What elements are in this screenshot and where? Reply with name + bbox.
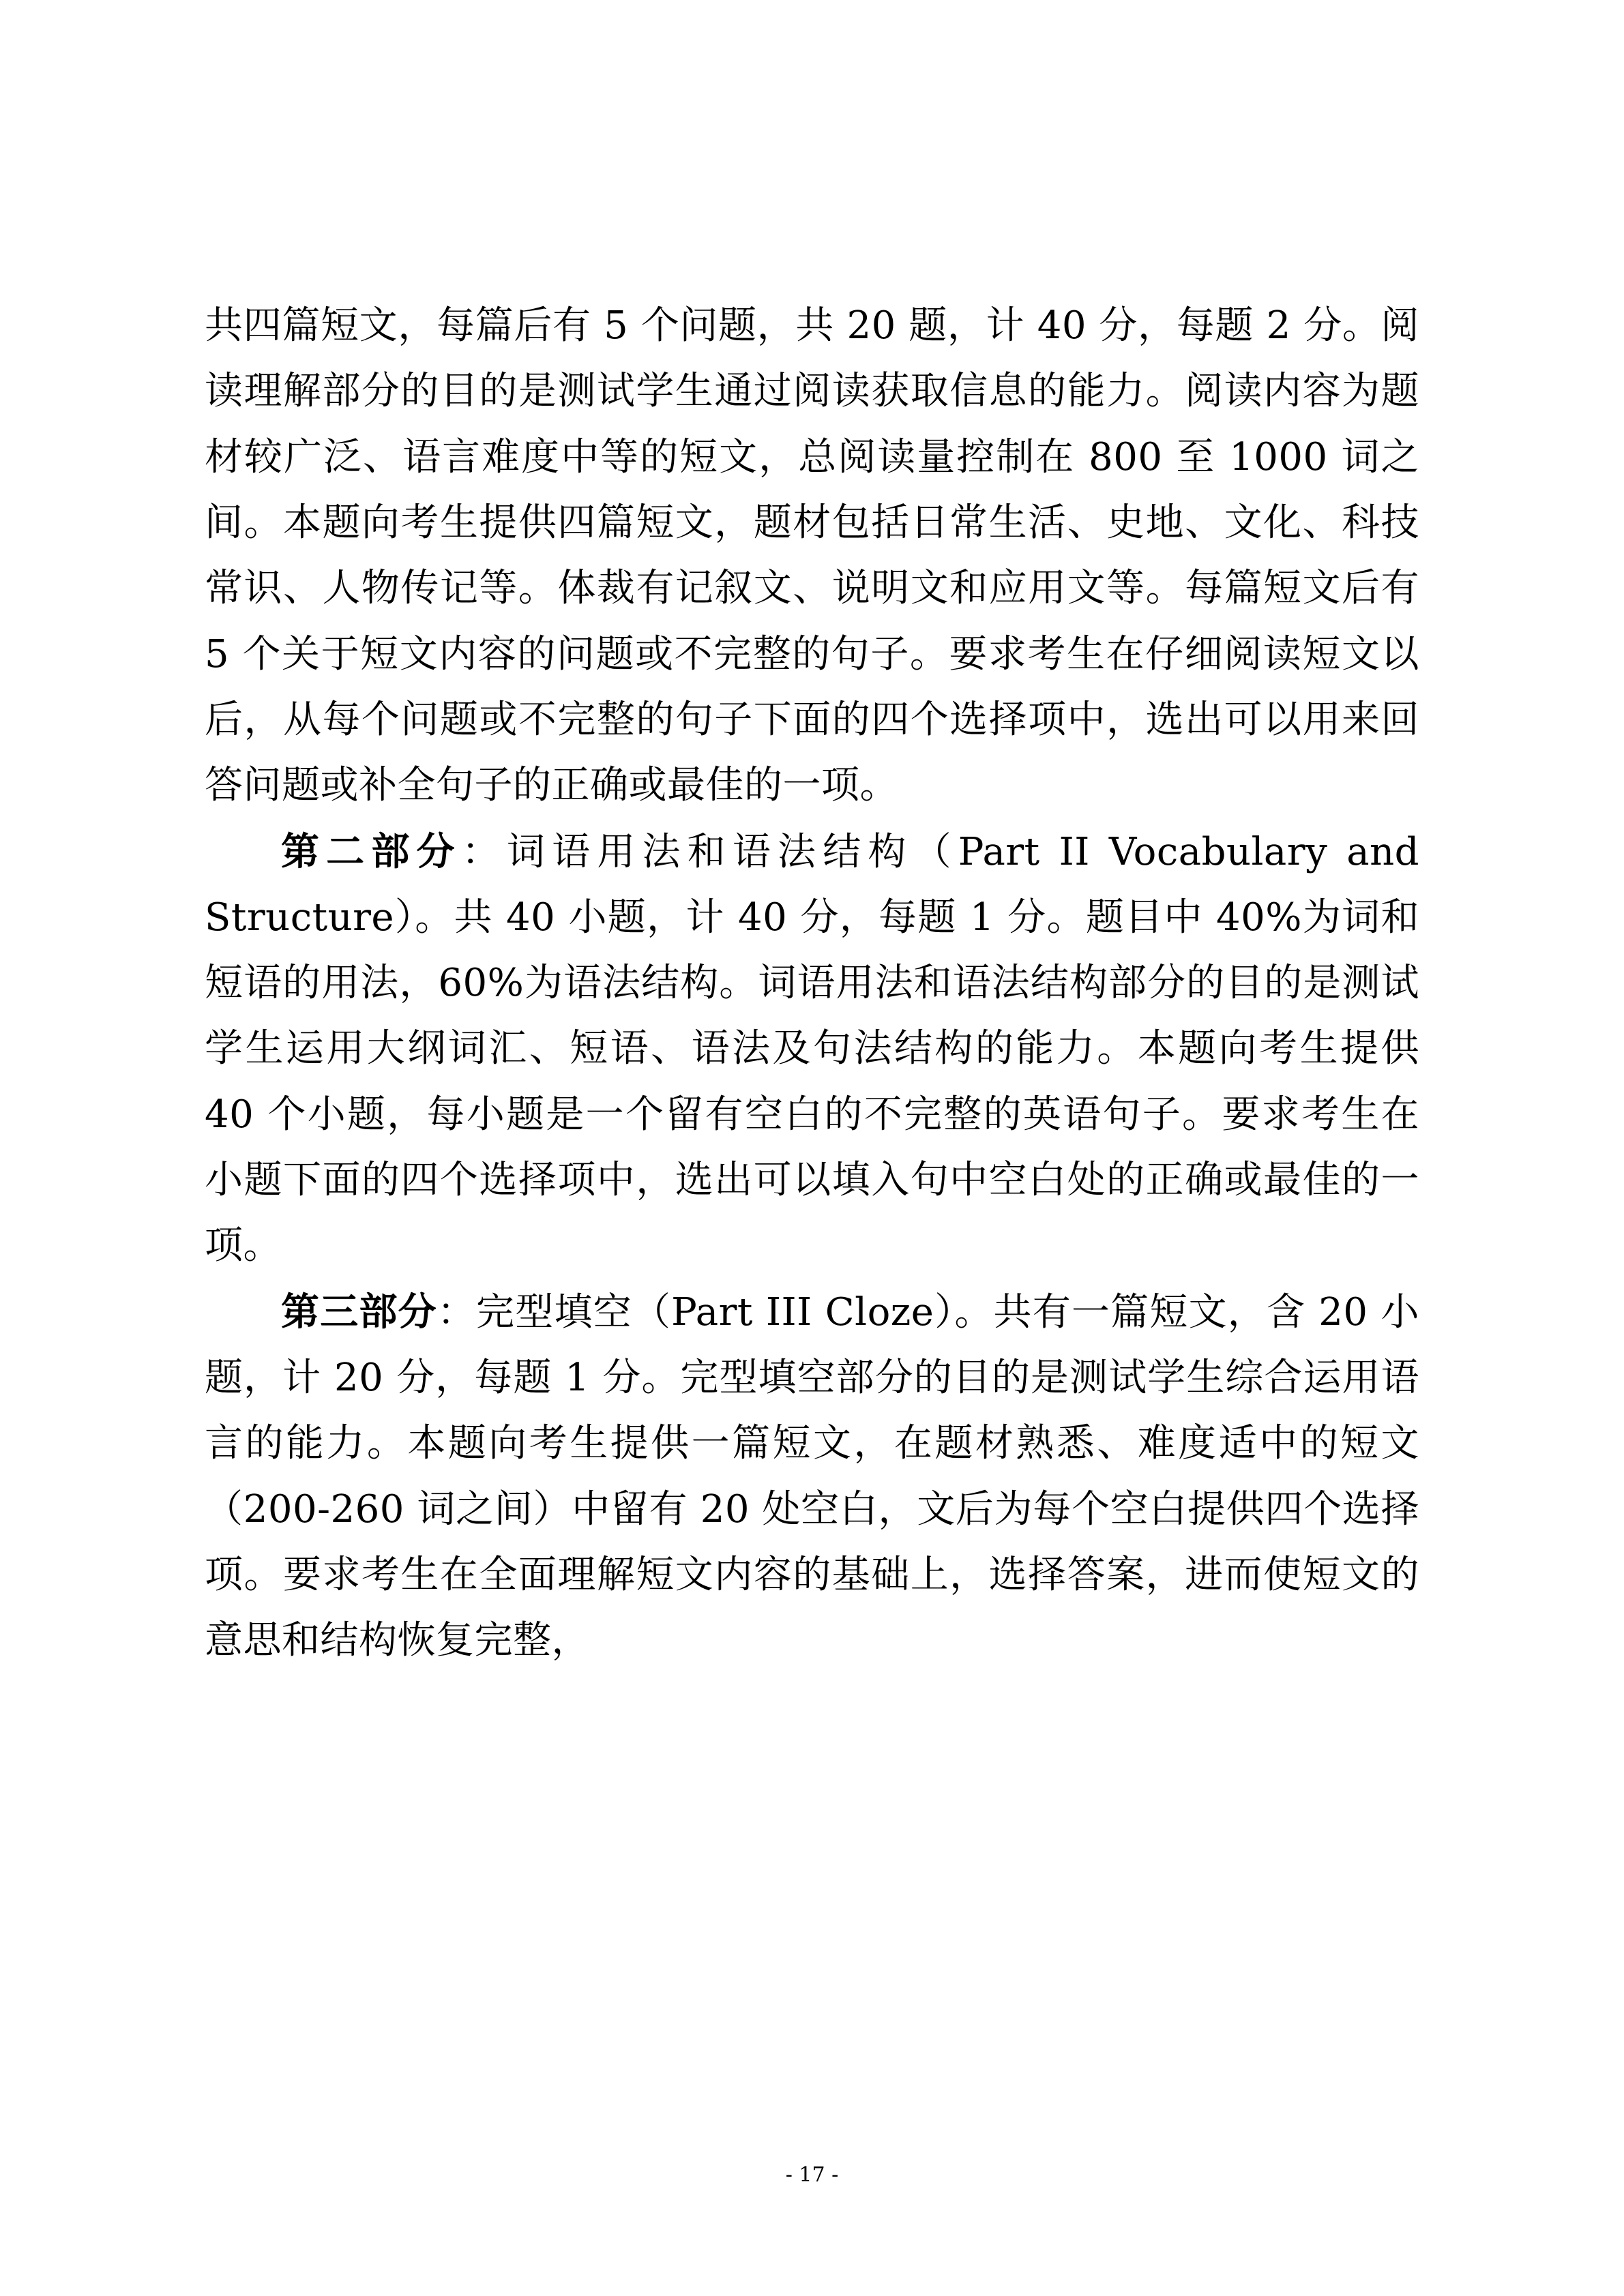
part-two-label: 第二部分 <box>281 829 462 874</box>
part-three-label: 第三部分 <box>281 1289 437 1335</box>
paragraph-text: ：完型填空（Part III Cloze）。共有一篇短文，含 20 小题，计 20 分，每题 1 分。完型填空部分的目的是测试学生综合运用语言的能力。本题向考生提供一篇短文，在题材熟悉、难度适中的短文（200-260 词之间）中留有 20 处空白，文后为每个空白提供四个选择项。要求考生在全面理解短文内容的基础上，选择答案，进而使短文的意思和结构恢复完整， <box>205 1289 1420 1663</box>
paragraph-text: 共四篇短文，每篇后有 5 个问题，共 20 题，计 40 分，每题 2 分。阅读理解部分的目的是测试学生通过阅读获取信息的能力。阅读内容为题材较广泛、语言难度中等的短文，总阅读量控制在 800 至 1000 词之间。本题向考生提供四篇短文，题材包括日常生活、史地、文化、科技常识、人物传记等。体裁有记叙文、说明文和应用文等。每篇短文后有 5 个关于短文内容的问题或不完整的句子。要求考生在仔细阅读短文以后，从每个问题或不完整的句子下面的四个选择项中，选出可以用来回答问题或补全句子的正确或最佳的一项。 <box>205 303 1419 808</box>
paragraph-reading-comprehension-continued <box>205 293 1419 819</box>
paragraph-part-three <box>205 1279 1419 1674</box>
paragraph-part-two <box>205 819 1419 1279</box>
page-number: - 17 - <box>785 2163 839 2187</box>
paragraph-text: ：词语用法和语法结构（Part II Vocabulary and Structure）。共 40 小题，计 40 分，每题 1 分。题目中 40%为词和短语的用法，60%为语法结构。词语用法和语法结构部分的目的是测试学生运用大纲词汇、短语、语法及句法结构的能力。本题向考生提供 40 个小题，每小题是一个留有空白的不完整的英语句子。要求考生在小题下面的四个选择项中，选出可以填入句中空白处的正确或最佳的一项。 <box>205 829 1420 1268</box>
page-body <box>205 293 1419 1674</box>
